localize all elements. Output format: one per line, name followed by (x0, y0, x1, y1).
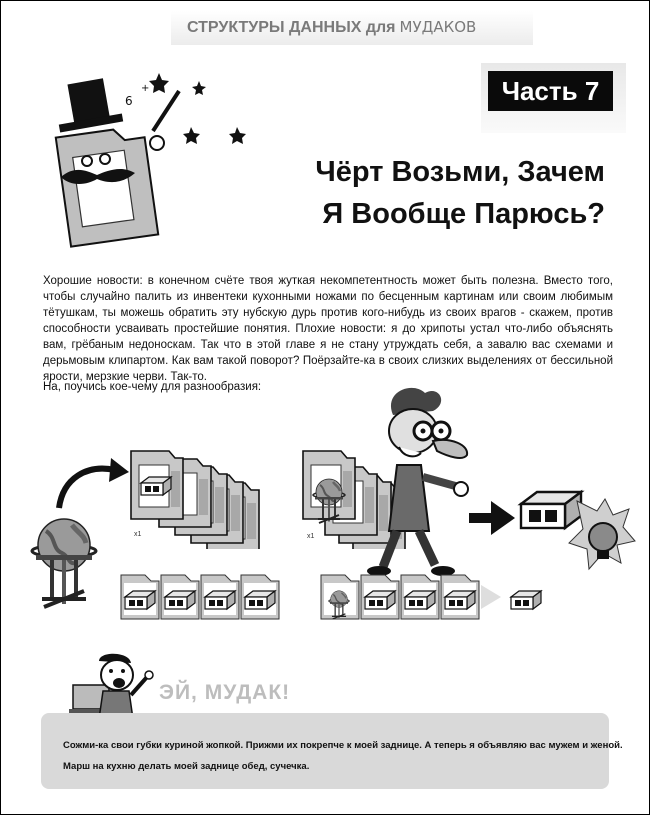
chapter-title (269, 151, 605, 235)
lead-sentence: На, поучись кое-чему для разнообразия: (43, 381, 262, 393)
chapter-title-line2: Я Вообще Парюсь? (322, 198, 605, 230)
chapter-title-line1: Чёрт Возьми, Зачем (315, 156, 605, 188)
running-nerd-illustration (363, 381, 475, 581)
card-version-label-left: x1 (134, 531, 142, 538)
globe-icon (19, 511, 109, 631)
chapter-badge: Часть 7 (488, 71, 613, 111)
callout-heading: ЭЙ, МУДАК! (159, 681, 291, 704)
book-title-main: СТРУКТУРЫ ДАННЫХ для (187, 19, 396, 36)
right-arrow-icon (469, 501, 515, 535)
callout-box (41, 713, 609, 789)
intro-paragraph: Хорошие новости: в конечном счёте твоя жуткая некомпетентность может быть полезна. Вместо того, чтобы случайно палить из инвентеки кухонными ножами по бесценным картинам или своим любимым тётушкам, ты можешь обратить эту нубскую дурь против кого-нибудь из своих врагов - скажем, против способности усваивать простейшие понятия. Плохие новости: я до хрипоты устал что-либо объяснять вам, грёбаным недоноскам. Так что в этой главе я не стану утруждать себя, а завалю вас схемами и дерьмовым клипартом. Как вам такой поворот? Поёрзайте-ка в своих слизких выделениях от бессильной ярости, мерзкие черви. Так-то. (43, 275, 613, 383)
book-title (187, 18, 476, 37)
brick-row-right (319, 573, 549, 625)
svg-text:+: + (141, 83, 150, 94)
svg-text:6: 6 (125, 94, 133, 108)
curved-arrow-icon (51, 456, 131, 516)
callout-line2: Марш на кухню делать моей заднице обед, сучечка. (63, 761, 310, 772)
magician-computer-illustration (41, 61, 261, 251)
shattered-globe-icon (567, 497, 637, 577)
book-title-accent: МУДАКОВ (399, 18, 477, 36)
card-version-label-right: x1 (307, 533, 315, 540)
brick-row-left (119, 573, 289, 625)
stacked-computer-cards (127, 449, 267, 549)
callout-line1: Сожми-ка свои губки куриной жопкой. Прижми их покрепче к моей заднице. А теперь я объявляю вас мужем и женой. (63, 740, 623, 751)
card-side-label-left: кампьютер (191, 483, 197, 514)
